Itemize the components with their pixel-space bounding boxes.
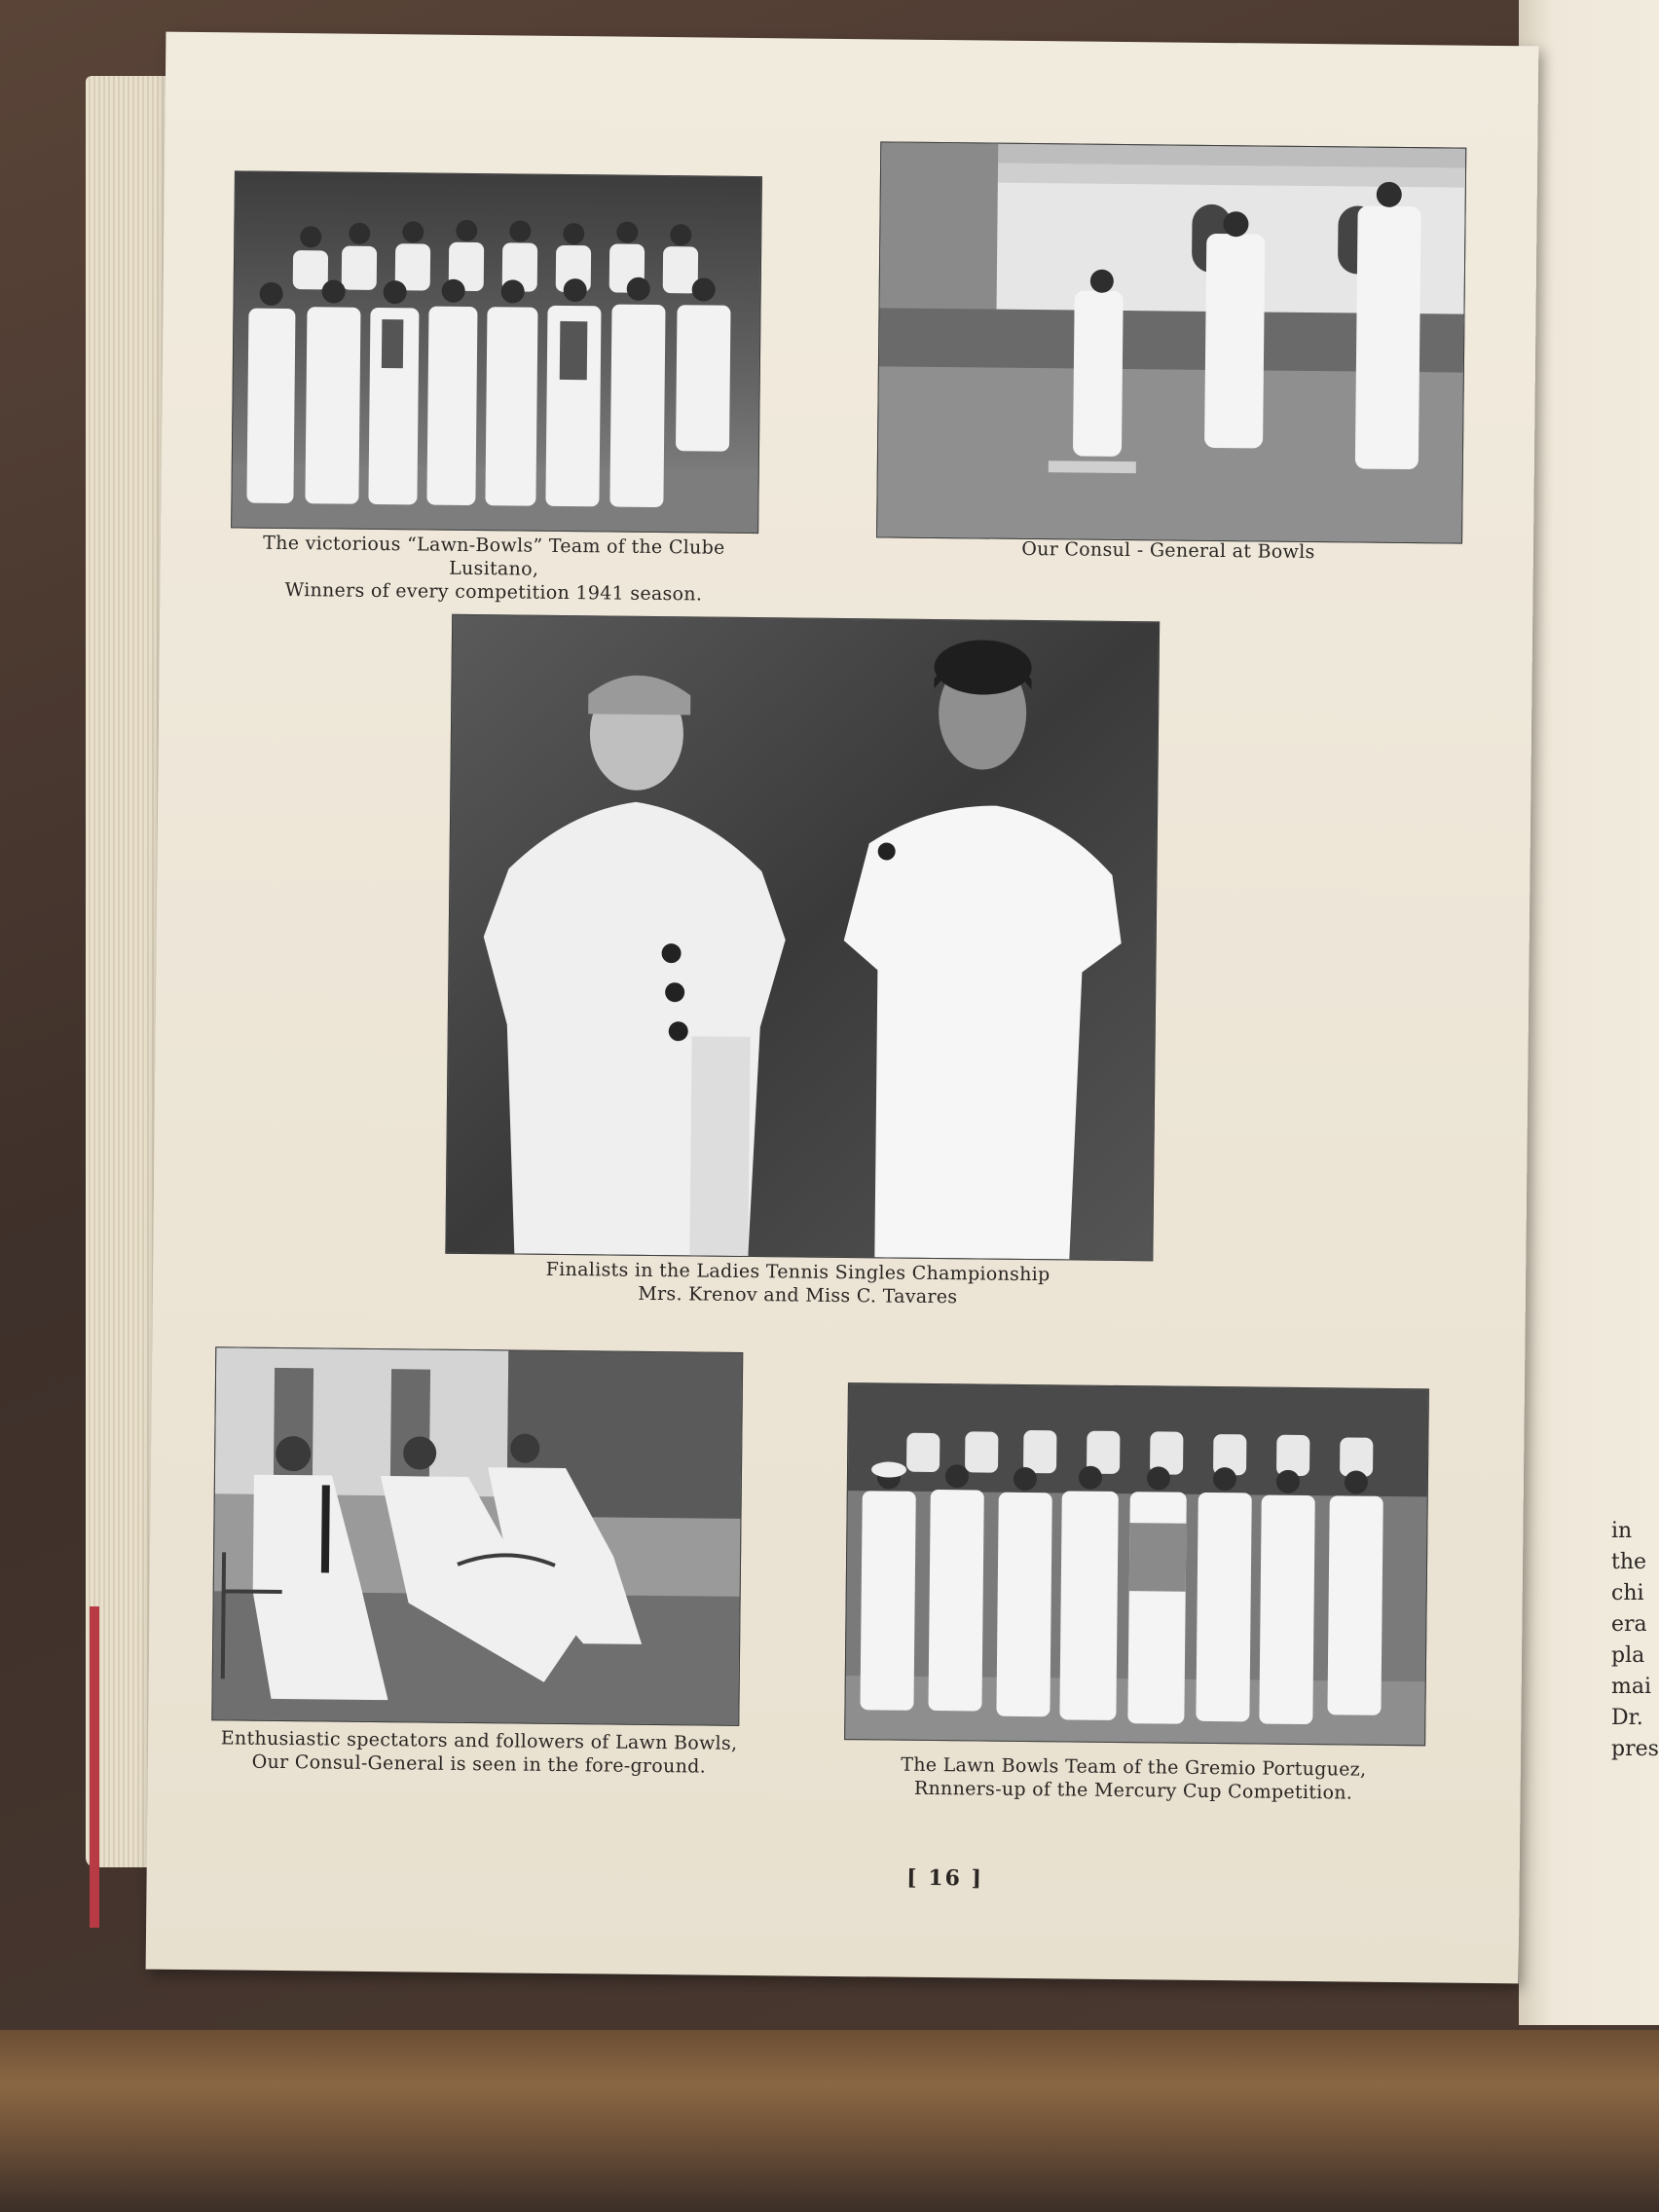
fragment: Dr.: [1611, 1706, 1643, 1730]
red-bookmark-edge: [90, 1606, 99, 1928]
fragment: chi: [1611, 1581, 1644, 1605]
caption-line: The Lawn Bowls Team of the Gremio Portuguez,: [901, 1753, 1367, 1781]
fragment: mai: [1611, 1675, 1652, 1699]
fragment: in: [1611, 1519, 1633, 1543]
photo-spectators: [211, 1346, 743, 1726]
caption-consul-bowls: [876, 535, 1460, 565]
photo-consul-bowls: [876, 141, 1466, 543]
caption-line: Finalists in the Ladies Tennis Singles Championship: [545, 1258, 1051, 1286]
fragment: pres: [1611, 1737, 1659, 1761]
spectators-photo-illustration: [212, 1347, 742, 1725]
fragment: era: [1611, 1612, 1647, 1637]
photo-gremio-team: [844, 1382, 1429, 1746]
caption-line: Winners of every competition 1941 season.: [284, 578, 703, 606]
team-photo-illustration: [232, 171, 761, 533]
caption-line: Our Consul - General at Bowls: [1021, 537, 1315, 564]
caption-line: Our Consul-General is seen in the fore-ground.: [251, 1751, 707, 1778]
table-edge: [0, 2030, 1659, 2212]
photo-tennis-finalists: [445, 614, 1160, 1262]
photo-lusitano-team: [231, 170, 762, 534]
fragment: the: [1611, 1550, 1647, 1574]
magazine-page: [146, 32, 1539, 1984]
facing-page-text: [1611, 1485, 1659, 1765]
caption-gremio-team: [843, 1752, 1422, 1805]
caption-line: Enthusiastic spectators and followers of Lawn Bowls,: [220, 1727, 738, 1754]
caption-lusitano-team: [218, 531, 769, 607]
bowls-photo-illustration: [877, 142, 1465, 542]
caption-line: Mrs. Krenov and Miss C. Tavares: [638, 1282, 958, 1309]
page-number: [ 16 ]: [906, 1864, 984, 1892]
caption-tennis-finalists: [445, 1257, 1151, 1311]
tennis-photo-illustration: [446, 615, 1159, 1261]
fragment: pla: [1611, 1643, 1645, 1668]
caption-line: The victorious “Lawn-Bowls” Team of the Clube Lusitano,: [263, 532, 725, 580]
gremio-photo-illustration: [845, 1383, 1428, 1745]
caption-spectators: [197, 1726, 761, 1779]
caption-line: Rnnners-up of the Mercury Cup Competition.: [913, 1777, 1353, 1804]
